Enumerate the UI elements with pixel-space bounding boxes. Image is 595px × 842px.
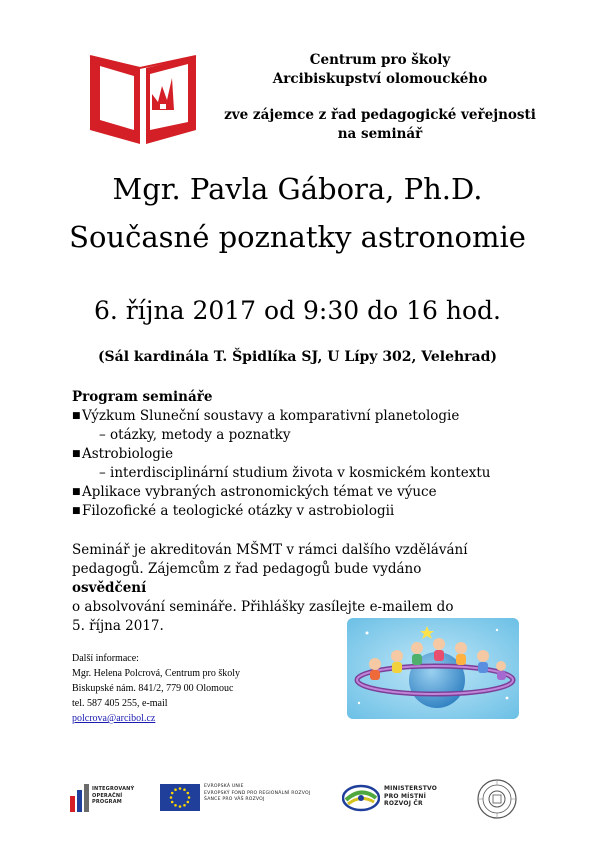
contact-phone-line xyxy=(72,696,342,726)
program-item xyxy=(72,445,542,464)
speaker-name: Mgr. Pavla Gábora, Ph.D. xyxy=(112,172,483,206)
program-item-text: Výzkum Sluneční soustavy a komparativní planetologie xyxy=(82,408,460,424)
eu-line-1: EVROPSKÁ UNIE xyxy=(204,784,244,789)
organizer-block xyxy=(200,51,560,89)
program-item-text: Aplikace vybraných astronomických témat ve výuce xyxy=(82,484,437,500)
organizer-line-2: Arcibiskupství olomouckého xyxy=(272,71,488,87)
accreditation-line-3: o absolvování semináře. Přihlášky zasílejte e-mailem do xyxy=(72,599,454,615)
eu-line-3: ŠANCE PRO VÁŠ ROZVOJ xyxy=(204,797,265,802)
iop-text xyxy=(92,786,134,806)
mmr-text xyxy=(384,785,437,808)
eu-logo xyxy=(160,778,340,818)
iop-bars-logo-icon xyxy=(70,784,90,812)
contact-block xyxy=(72,651,342,726)
program-item-text: Astrobiologie xyxy=(82,446,174,462)
accreditation-line-2-text: pedagogů. Zájemcům z řad pedagogů bude vydáno xyxy=(72,561,422,577)
seminar-topic: Současné poznatky astronomie xyxy=(69,220,526,254)
program-item-text: Filozofické a teologické otázky v astrobiologii xyxy=(82,503,395,519)
mmr-line-1: MINISTERSTVO xyxy=(384,785,438,792)
eu-text xyxy=(204,784,310,804)
accreditation-line-4: 5. října 2017. xyxy=(72,618,164,634)
invitation-block xyxy=(200,106,560,144)
bullet-icon: ■ xyxy=(72,506,81,516)
program-subitem: – interdisciplinární studium života v kosmickém kontextu xyxy=(99,465,491,481)
program-item xyxy=(72,502,542,521)
program-item xyxy=(72,483,542,502)
round-seal-icon xyxy=(476,778,518,820)
contact-phone: tel. 587 405 255, e-mail xyxy=(72,698,168,709)
mmr-line-3: ROZVOJ ČR xyxy=(384,800,423,807)
invitation-line-2: na seminář xyxy=(337,126,423,142)
bullet-icon: ■ xyxy=(72,487,81,497)
seminar-venue: (Sál kardinála T. Špidlíka SJ, U Lípy 302, Velehrad) xyxy=(97,349,498,365)
iop-line-2: OPERAČNÍ xyxy=(92,792,123,799)
contact-name: Mgr. Helena Polcrová, Centrum pro školy xyxy=(72,668,241,679)
seminar-date: 6. října 2017 od 9:30 do 16 hod. xyxy=(94,296,501,325)
eu-line-2: EVROPSKÝ FOND PRO REGIONÁLNÍ ROZVOJ xyxy=(204,790,311,796)
program-item xyxy=(72,407,542,426)
accreditation-line-2 xyxy=(72,560,532,598)
children-on-planet-illustration xyxy=(347,618,519,719)
iop-logo xyxy=(70,778,165,818)
mmr-logo xyxy=(342,778,462,818)
mmr-line-2: PRO MÍSTNÍ xyxy=(384,792,427,800)
eu-flag-icon xyxy=(160,784,200,811)
seal-logo xyxy=(476,778,518,818)
program-section xyxy=(72,388,542,521)
book-crown-logo-icon xyxy=(88,44,200,144)
iop-line-1: INTEGROVANÝ xyxy=(92,786,135,792)
invitation-line-1: zve zájemce z řad pedagogické veřejnosti xyxy=(224,107,536,123)
contact-email-link[interactable]: polcrova@arcibol.cz xyxy=(72,713,156,724)
bullet-icon: ■ xyxy=(72,449,81,459)
organizer-line-1: Centrum pro školy xyxy=(309,52,451,68)
program-subitem: – otázky, metody a poznatky xyxy=(99,427,291,443)
mmr-logo-icon xyxy=(342,784,380,812)
iop-line-3: PROGRAM xyxy=(92,799,122,805)
bullet-icon: ■ xyxy=(72,411,81,421)
contact-heading: Další informace: xyxy=(72,653,139,664)
program-heading: Program semináře xyxy=(72,389,213,405)
accreditation-line-1: Seminář je akreditován MŠMT v rámci dalšího vzdělávání xyxy=(72,542,468,558)
certificate-word: osvědčení xyxy=(72,580,147,596)
contact-address: Biskupské nám. 841/2, 779 00 Olomouc xyxy=(72,683,234,694)
